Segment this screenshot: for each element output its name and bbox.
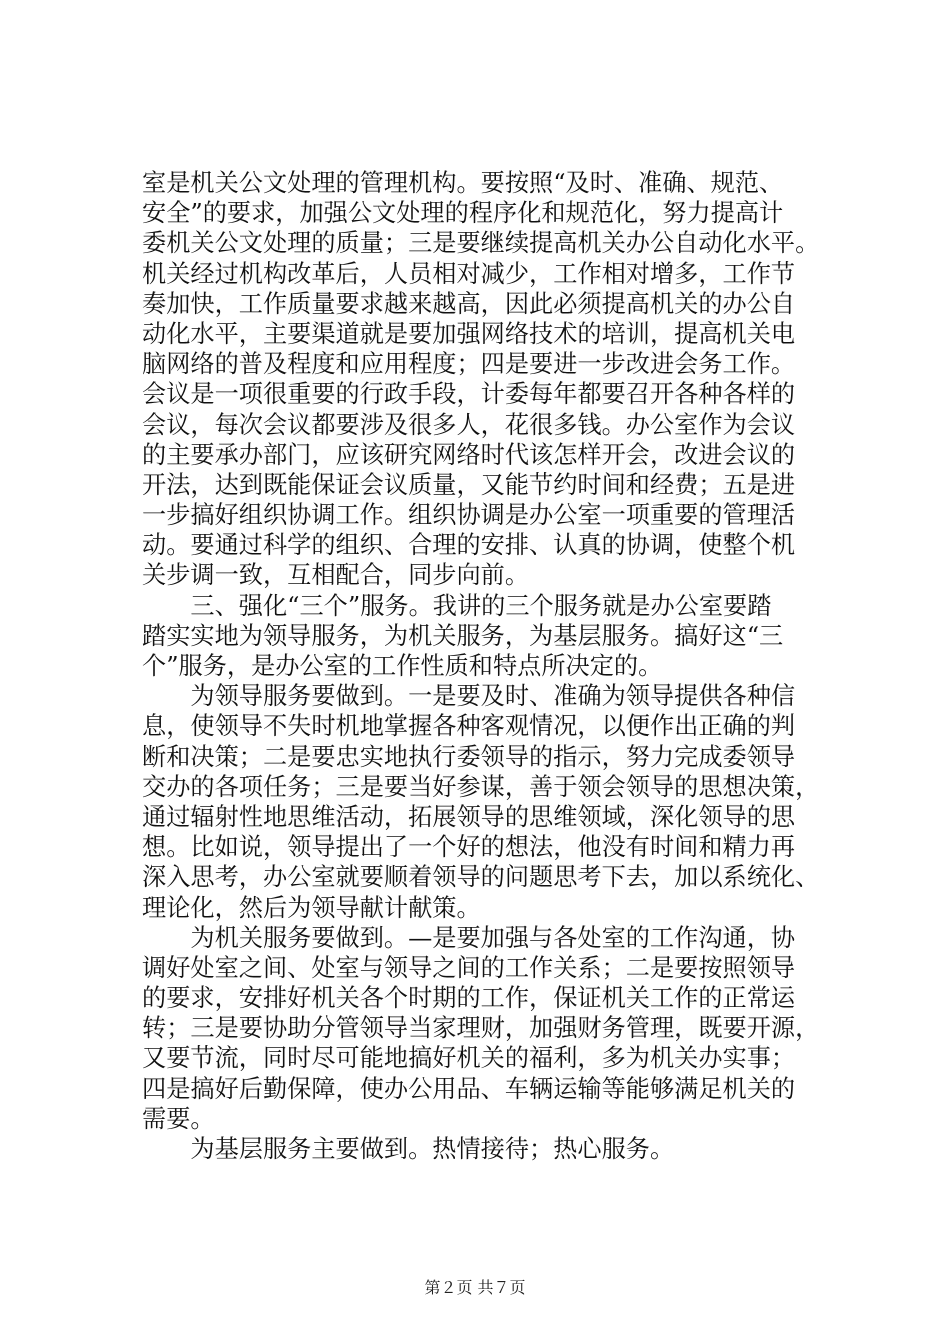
text-line: 开法，达到既能保证会议质量，又能节约时间和经费；五是进 xyxy=(142,470,796,499)
text-line: 为机关服务要做到。—是要加强与各处室的工作沟通，协 xyxy=(142,923,796,952)
text-line: 转；三是要协助分管领导当家理财，加强财务管理，既要开源， xyxy=(142,1014,820,1043)
document-body xyxy=(142,168,842,1164)
text-line: 交办的各项任务；三是要当好参谋，善于领会领导的思想决策， xyxy=(142,772,820,801)
paragraph-p5 xyxy=(142,1134,842,1164)
paragraph-p3 xyxy=(142,681,842,923)
paragraph-p1 xyxy=(142,168,842,591)
text-line: 理论化，然后为领导献计献策。 xyxy=(142,893,481,922)
text-line: 为领导服务要做到。一是要及时、准确为领导提供各种信 xyxy=(142,682,796,711)
text-line: 需要。 xyxy=(142,1104,215,1133)
text-line: 动化水平，主要渠道就是要加强网络技术的培训，提高机关电 xyxy=(142,319,796,348)
text-line: 息，使领导不失时机地掌握各种客观情况，以便作出正确的判 xyxy=(142,712,796,741)
text-line: 通过辐射性地思维活动，拓展领导的思维领域，深化领导的思 xyxy=(142,802,796,831)
text-line: 又要节流，同时尽可能地搞好机关的福利，多为机关办实事； xyxy=(142,1044,796,1073)
text-line: 奏加快，工作质量要求越来越高，因此必须提高机关的办公自 xyxy=(142,289,796,318)
text-line: 委机关公文处理的质量；三是要继续提高机关办公自动化水平。 xyxy=(142,229,820,258)
text-line: 踏实实地为领导服务，为机关服务，为基层服务。搞好这“三 xyxy=(142,621,784,650)
text-line: 安全”的要求，加强公文处理的程序化和规范化，努力提高计 xyxy=(142,199,784,228)
text-line: 室是机关公文处理的管理机构。要按照“及时、准确、规范、 xyxy=(142,169,784,197)
paragraph-p4 xyxy=(142,923,842,1134)
text-line: 关步调一致，互相配合，同步向前。 xyxy=(142,561,530,590)
text-line: 三、强化“三个”服务。我讲的三个服务就是办公室要踏 xyxy=(142,591,772,620)
text-line: 的要求，安排好机关各个时期的工作，保证机关工作的正常运 xyxy=(142,984,796,1013)
text-line: 四是搞好后勤保障，使办公用品、车辆运输等能够满足机关的 xyxy=(142,1074,796,1103)
page-footer: 第２页 共７页 xyxy=(424,1278,526,1297)
text-line: 深入思考，办公室就要顺着领导的问题思考下去，加以系统化、 xyxy=(142,863,820,892)
text-line: 会议，每次会议都要涉及很多人，花很多钱。办公室作为会议 xyxy=(142,410,796,439)
text-line: 一步搞好组织协调工作。组织协调是办公室一项重要的管理活 xyxy=(142,501,796,530)
text-line: 个”服务，是办公室的工作性质和特点所决定的。 xyxy=(142,652,663,680)
text-line: 为基层服务主要做到。热情接待；热心服务。 xyxy=(142,1135,675,1163)
text-line: 想。比如说，领导提出了一个好的想法，他没有时间和精力再 xyxy=(142,833,796,862)
text-line: 动。要通过科学的组织、合理的安排、认真的协调，使整个机 xyxy=(142,531,796,560)
text-line: 调好处室之间、处室与领导之间的工作关系；二是要按照领导 xyxy=(142,953,796,982)
text-line: 会议是一项很重要的行政手段，计委每年都要召开各种各样的 xyxy=(142,380,796,409)
text-line: 的主要承办部门，应该研究网络时代该怎样开会，改进会议的 xyxy=(142,440,796,469)
text-line: 机关经过机构改革后，人员相对减少，工作相对增多，工作节 xyxy=(142,259,796,288)
paragraph-p2 xyxy=(142,591,842,682)
text-line: 脑网络的普及程度和应用程度；四是要进一步改进会务工作。 xyxy=(142,350,796,379)
text-line: 断和决策；二是要忠实地执行委领导的指示，努力完成委领导 xyxy=(142,742,796,771)
